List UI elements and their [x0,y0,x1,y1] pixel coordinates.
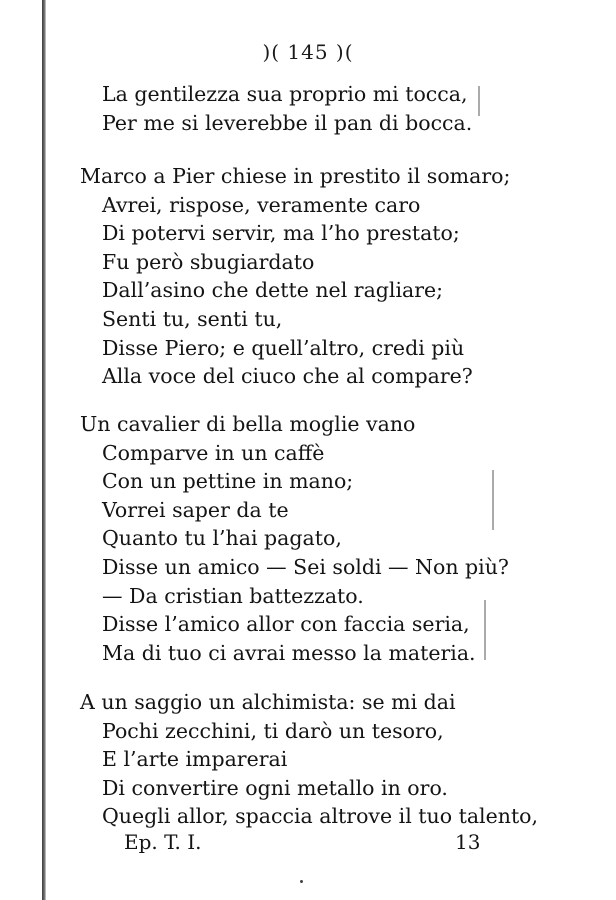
verse-line: — Da cristian battezzato. [102,583,364,608]
verse-line: Alla voce del ciuco che al compare? [102,364,473,389]
margin-mark [484,600,486,660]
verse-line: Quanto tu l’hai pagato, [102,526,342,551]
margin-mark [492,470,494,530]
verse-line: La gentilezza sua proprio mi tocca, [102,82,468,106]
running-head: )( 145 )( [262,40,354,64]
verse-line: Fu però sbugiardato [102,249,315,274]
verse-line: Un cavalier di bella moglie vano [80,412,416,436]
verse-line: Disse l’amico allor con faccia seria, [102,612,470,637]
verse-line: E l’arte imparerai [102,747,288,772]
verse-line: Comparve in un caffè [102,440,325,465]
verse-line: Marco a Pier chiese in prestito il somaro; [80,164,511,188]
verse-line: Ma di tuo ci avrai messo la materia. [102,640,476,665]
printer-signature: Ep. T. I. [124,830,202,854]
verse-line: Dall’asino che dette nel ragliare; [102,278,444,303]
verse-line: Con un pettine in mano; [102,469,354,494]
page-gutter [0,0,42,900]
binding-edge [42,0,46,900]
verse-line: Senti tu, senti tu, [102,307,283,331]
verse-line: Disse un amico — Sei soldi — Non più? [102,555,509,579]
verse-line: Di convertire ogni metallo in oro. [102,775,448,800]
verse-line: A un saggio un alchimista: se mi dai [80,690,456,714]
verse-line: Di potervi servir, ma l’ho prestato; [102,221,460,246]
verse-line: Pochi zecchini, ti darò un tesoro, [102,718,444,743]
verse-line: Quegli allor, spaccia altrove il tuo talento, [102,804,539,829]
verse-line: Per me si leverebbe il pan di bocca. [102,110,473,135]
ink-speck [300,880,303,883]
verse-line: Disse Piero; e quell’altro, credi più [102,335,465,360]
verse-line: Avrei, rispose, veramente caro [102,192,421,217]
verse-line: Vorrei saper da te [102,497,289,522]
margin-mark [478,86,480,116]
gathering-number: 13 [455,830,481,854]
